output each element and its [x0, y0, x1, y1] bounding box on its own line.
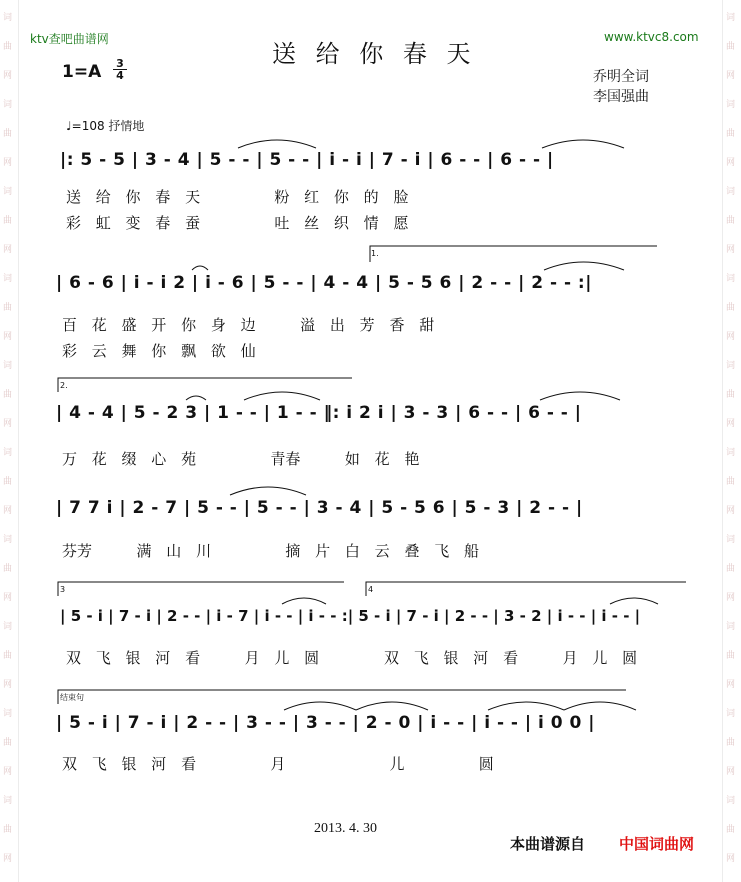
watermark-glyph: 词 [3, 448, 13, 458]
lyric-line-5-left: 双 飞 银 河 看 月 儿 圆 [66, 649, 320, 667]
ending-bracket [58, 690, 626, 704]
watermark-glyph: 曲 [726, 738, 736, 748]
lyric-line-3: 万 花 缀 心 苑 青春 如 花 艳 [62, 450, 420, 468]
watermark-glyph: 词 [3, 100, 13, 110]
lyric-line-5-right: 双 飞 银 河 看 月 儿 圆 [384, 649, 638, 667]
watermark-glyph: 词 [3, 796, 13, 806]
volta-bracket-4 [366, 582, 686, 596]
watermark-glyph: 网 [726, 593, 736, 603]
site-watermark-right: www.ktvc8.com [604, 30, 699, 44]
tie-mark [610, 598, 658, 604]
watermark-glyph: 曲 [726, 825, 736, 835]
tie-mark [284, 702, 356, 710]
watermark-glyph: 词 [726, 187, 736, 197]
lyric-line-2-verse-1: 百 花 盛 开 你 身 边 溢 出 芳 香 甜 [62, 316, 435, 334]
tie-mark [244, 392, 320, 400]
volta-bracket-2 [58, 378, 352, 392]
watermark-glyph: 词 [3, 187, 13, 197]
meter-bottom: 4 [113, 69, 127, 81]
lyric-line-4: 芬芳 满 山 川 摘 片 白 云 叠 飞 船 [62, 542, 479, 560]
watermark-glyph: 网 [3, 593, 13, 603]
score-line-1: |: 5 - 5 | 3 - 4 | 5 - - | 5 - - | i - i | 7 - i | 6 - - | 6 - - | [60, 150, 554, 170]
watermark-glyph: 网 [3, 245, 13, 255]
watermark-glyph: 网 [726, 71, 736, 81]
volta-label-2: 2. [60, 381, 68, 390]
volta-label-4: 4 [368, 585, 374, 594]
watermark-glyph: 曲 [726, 651, 736, 661]
song-title: 送 给 你 春 天 [272, 40, 477, 68]
watermark-glyph: 网 [726, 680, 736, 690]
watermark-glyph: 词 [726, 448, 736, 458]
watermark-glyph: 曲 [726, 129, 736, 139]
volta-label-3: 3 [60, 585, 66, 594]
watermark-glyph: 词 [3, 361, 13, 371]
tie-mark [544, 262, 624, 270]
watermark-glyph: 网 [726, 506, 736, 516]
watermark-glyph: 曲 [3, 651, 13, 661]
score-line-3: | 4 - 4 | 5 - 2 3 | 1 - - | 1 - - ‖: i 2 i | 3 - 3 | 6 - - | 6 - - | [56, 403, 582, 423]
watermark-glyph: 网 [726, 332, 736, 342]
watermark-glyph: 词 [726, 100, 736, 110]
watermark-glyph: 网 [3, 419, 13, 429]
tie-mark [564, 702, 636, 710]
watermark-glyph: 网 [3, 854, 13, 864]
meter-top: 3 [116, 57, 124, 70]
tie-mark [488, 702, 564, 710]
tie-mark [186, 396, 206, 400]
score-line-6: | 5 - i | 7 - i | 2 - - | 3 - - | 3 - - | 2 - 0 | i - - | i - - | i 0 0 | [56, 713, 595, 733]
tempo-marking: ♩=108 抒情地 [66, 119, 145, 133]
volta-bracket-1 [370, 246, 657, 262]
watermark-glyph: 曲 [3, 42, 13, 52]
watermark-glyph: 词 [726, 796, 736, 806]
watermark-glyph: 网 [3, 158, 13, 168]
score-line-5: | 5 - i | 7 - i | 2 - - | i - 7 | i - - | i - - :| 5 - i | 7 - i | 2 - - | 3 - 2 | i - - | i - - | [60, 607, 641, 625]
watermark-glyph: 曲 [3, 825, 13, 835]
watermark-glyph: 曲 [3, 390, 13, 400]
watermark-glyph: 曲 [3, 477, 13, 487]
lyric-line-2-verse-2: 彩 云 舞 你 飘 欲 仙 [62, 342, 256, 360]
watermark-glyph: 网 [726, 419, 736, 429]
composer-credit: 李国强曲 [593, 89, 649, 105]
lyric-line-6: 双 飞 银 河 看 月 儿 圆 [62, 755, 494, 773]
watermark-glyph: 词 [3, 13, 13, 23]
tie-mark [282, 598, 326, 604]
watermark-glyph: 曲 [3, 564, 13, 574]
lyricist-credit: 乔明全词 [593, 69, 649, 85]
score-line-2: | 6 - 6 | i - i 2 | i - 6 | 5 - - | 4 - 4 | 5 - 5 6 | 2 - - | 2 - - :| [56, 273, 592, 293]
watermark-glyph: 网 [3, 71, 13, 81]
site-watermark-left: ktv查吧曲谱网 [30, 32, 109, 46]
watermark-glyph: 词 [3, 622, 13, 632]
watermark-glyph: 网 [726, 767, 736, 777]
watermark-glyph: 曲 [726, 216, 736, 226]
watermark-glyph: 曲 [726, 390, 736, 400]
watermark-glyph: 曲 [726, 564, 736, 574]
watermark-glyph: 曲 [3, 303, 13, 313]
watermark-glyph: 曲 [3, 129, 13, 139]
watermark-glyph: 词 [726, 274, 736, 284]
watermark-glyph: 词 [726, 622, 736, 632]
watermark-glyph: 网 [726, 854, 736, 864]
lyric-line-1-verse-1: 送 给 你 春 天 粉 红 你 的 脸 [66, 188, 409, 206]
watermark-glyph: 网 [3, 332, 13, 342]
tie-mark [542, 140, 624, 148]
publish-date: 2013. 4. 30 [314, 821, 377, 836]
watermark-glyph: 曲 [3, 738, 13, 748]
watermark-glyph: 词 [726, 535, 736, 545]
watermark-glyph: 曲 [3, 216, 13, 226]
watermark-glyph: 词 [726, 709, 736, 719]
volta-bracket-3 [58, 582, 344, 596]
key-signature: 1=A [62, 62, 102, 82]
volta-label-1: 1. [371, 249, 379, 258]
source-site-link[interactable]: 中国词曲网 [619, 835, 695, 853]
lyric-line-1-verse-2: 彩 虹 变 春 蚕 吐 丝 织 情 愿 [66, 214, 409, 232]
watermark-glyph: 网 [726, 158, 736, 168]
tie-mark [230, 487, 306, 495]
source-label: 本曲谱源自 [510, 835, 586, 853]
watermark-glyph: 网 [3, 767, 13, 777]
watermark-glyph: 词 [3, 274, 13, 284]
tie-mark [540, 392, 620, 400]
watermark-glyph: 曲 [726, 42, 736, 52]
tie-mark [238, 140, 316, 148]
ending-label: 结束句 [60, 693, 84, 702]
watermark-glyph: 词 [3, 709, 13, 719]
tie-mark [356, 702, 428, 710]
watermark-glyph: 网 [726, 245, 736, 255]
tie-mark [192, 266, 208, 270]
watermark-glyph: 词 [726, 13, 736, 23]
watermark-glyph: 网 [3, 506, 13, 516]
score-line-4: | 7 7 i | 2 - 7 | 5 - - | 5 - - | 3 - 4 | 5 - 5 6 | 5 - 3 | 2 - - | [56, 498, 583, 518]
watermark-glyph: 网 [3, 680, 13, 690]
watermark-glyph: 曲 [726, 303, 736, 313]
watermark-glyph: 曲 [726, 477, 736, 487]
watermark-glyph: 词 [3, 535, 13, 545]
watermark-glyph: 词 [726, 361, 736, 371]
